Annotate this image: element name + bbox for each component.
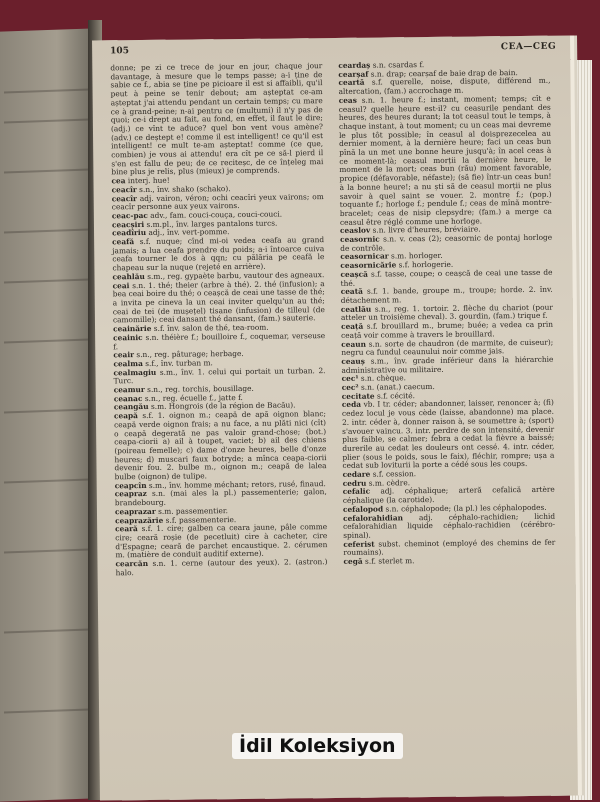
dictionary-entry bbox=[342, 399, 555, 471]
headword: ceadîriu bbox=[112, 228, 147, 238]
headword: ceapă bbox=[113, 411, 138, 421]
headword: ceafă bbox=[112, 237, 135, 247]
definition-text: s.n., înv. shako (schako). bbox=[136, 183, 231, 194]
definition-text: s.n., reg. 1. tortoir. 2. flèche du chariot (pour atteler un troisième cheval). 3. gourdin, (fam.) trique f. bbox=[340, 302, 553, 323]
definition-text: s.m. cèdre. bbox=[366, 477, 411, 488]
page-header bbox=[110, 42, 556, 61]
definition-text: interj. hue! bbox=[125, 175, 170, 186]
definition-text: s.f. passementerie. bbox=[163, 514, 237, 525]
left-column bbox=[110, 62, 327, 578]
definition-text: s.f. cession. bbox=[370, 469, 417, 479]
definition-text: s.n., reg. pâturage; herbage. bbox=[133, 349, 244, 360]
headword: ceară bbox=[115, 524, 138, 534]
headword: cealma bbox=[113, 358, 143, 369]
headword: cealmagiu bbox=[113, 367, 157, 377]
dictionary-entry bbox=[112, 236, 324, 273]
headword: ceferist bbox=[343, 539, 375, 549]
definition-text: s.f. tasse, coupe; o ceașcă de ceai une tasse de thé. bbox=[340, 267, 553, 288]
headword: ceartă bbox=[338, 78, 365, 88]
headword: cec² bbox=[341, 382, 359, 392]
left-book-page bbox=[0, 28, 95, 801]
dictionary-entry bbox=[343, 538, 555, 558]
definition-text: s.f. nuque; cînd mi-oi vedea ceafa au grand jamais; a lua ceafa prendre du poids; a-i întoarce cuiva ceafa tourner le dos à qqn; cu pălăria pe ceafă le chapeau sur la nuque (rejeté en arrière). bbox=[112, 235, 325, 273]
headword: ceasornicar bbox=[340, 251, 389, 262]
headword: cedru bbox=[342, 478, 367, 488]
dictionary-page bbox=[92, 36, 578, 801]
headword: ceacîr bbox=[111, 193, 137, 203]
headword: ceapraz bbox=[114, 489, 147, 499]
headword: ceacșiri bbox=[111, 219, 145, 229]
definition-text: s.n. csardas f. bbox=[370, 60, 425, 70]
definition-text: s.f. 1. bande, groupe m., troupe; horde. 2. înv. détachement m. bbox=[340, 284, 553, 305]
dictionary-entry bbox=[340, 234, 552, 254]
definition-text: s.f. 1. cire; galben ca ceara jaune, pâle comme cire; ceară roșie (de pecetluit) cire à cacheter, cire d'Espagne; ceară de parchet encaustique. 2. cérumen m. (matière de conduit auditif externe). bbox=[115, 522, 328, 560]
definition-text: s.m. Hongrois (de la région de Bacău). bbox=[148, 400, 296, 412]
headword: ceai bbox=[112, 280, 130, 290]
definition-text: s.n. chèque. bbox=[358, 373, 407, 384]
definition-text: s.m.pl., înv. larges pantalons turcs. bbox=[144, 218, 278, 229]
dictionary-entry bbox=[343, 556, 555, 567]
definition-text: s.n., reg. écuelle f., jatte f. bbox=[142, 392, 243, 403]
right-column bbox=[338, 60, 555, 567]
definition-text: adj. céphalique; arteră cefalică artère céphalique (la carotide). bbox=[342, 485, 555, 506]
headword: ceapcîn bbox=[114, 480, 147, 491]
definition-text: s.n. (anat.) caecum. bbox=[358, 381, 435, 392]
headword: ceață bbox=[340, 321, 364, 332]
headword: ceas bbox=[338, 95, 357, 105]
definition-text: donne; pe zi ce trece de jour en jour, chaque jour davantage, à mesure que le temps passe; a-i ține de sabie ce f., abia se ține pe picioare il est si affaibli, qu'il peut à peine se tenir debout; am așteptat ce-am așteptat j'ai attendu pendant un certain temps; cu mare ce à grand-peine; n-ai pentru ce (mulțumi) il n'y pas de quoi; ce-i drept au fait, au fond, en effet, il faut le dire; (adj.) ce vînt te aduce? quel bon vent vous amène? (adv.) ce deștept e! comme il est intelligent! ce qu'il est intelligent! ce mult te-am așteptat! comme (ce que, combien) je vous ai attendu! era cît pe ce să-l pierd il s'en est fallu de peu; de ce reciteșc, de ce înțeleg mai bine plus je relis, plus (mieux) je comprends. bbox=[110, 61, 324, 177]
headword: ceda bbox=[341, 400, 362, 410]
definition-text: adj. céphalo-rachidien; lichid cefalorahidian liquide céphalo-rachidien (cérébro-spinal). bbox=[343, 511, 556, 540]
definition-text: s.m., reg. gypaète barbu, vautour des agneaux. bbox=[144, 269, 325, 281]
headword: ceacîr bbox=[111, 184, 137, 195]
headword: ceaun bbox=[341, 339, 367, 349]
definition-text: vb. I tr. céder; abandonner, laisser, renoncer à; (fi) cedez locul je vous cède (laisse, abandonne) ma place. 2. intr. céder à, donner raison à, se soumettre à; (sport) s'avouer vaincu. 3. intr. perdre de son intensité, devenir plus faible, se calmer; febra a cedat la fièvre a baissé; durerile au cedat les douleurs ont cessé. 4. intr. céder, plier (sous le poids, sous le faix), fléchir, rompre; ușa a cedat sub loviturii la porte a cédé sous les coups. bbox=[341, 398, 555, 471]
headword: ceair bbox=[113, 350, 135, 360]
dictionary-entry bbox=[115, 558, 327, 578]
dictionary-entry bbox=[343, 512, 555, 540]
definition-text: s.n. 1. heure f.; instant, moment; temps; cît e ceasul? quelle heure est-il? cu ceasurile pendant des heures, des heures durant; la tot ceasul tout le temps, à chaque instant, à tout moment; cu un ceas mai devreme le plus tôt possible; în ceasul al doisprezecelea au dernier moment, à la dernière heure; faci un ceas bun pînă la un met une bonne heure jusqu'à; în acel ceas à ce moment-là; ceasul morții la dernière heure, le moment de la mort; ceas bun (rău) moment favorable, propice (défavorable, néfaste); (să fie) într-un ceas bun! à la bonne heure!; a nu ști să de ceasul morții ne plus savoir à quel saint se vouer. 2. montre f.; (pop.) toquante f.; horloge f.; pendule f.; ceas de mînă montre-bracelet; ceas de nisip clepsydre; (fam.) a merge ca ceasul être réglé comme une horloge. bbox=[338, 93, 552, 227]
definition-text: s.m. horloger. bbox=[388, 251, 443, 261]
headword: cearcăn bbox=[115, 559, 149, 569]
definition-text: subst. cheminot (employé des chemins de fer roumains). bbox=[343, 537, 556, 558]
definition-text: s.n. 1. cerne (autour des yeux). 2. (astron.) halo. bbox=[115, 557, 328, 578]
definition-text: s.f. cécité. bbox=[374, 390, 416, 401]
headword: ceasornicărie bbox=[340, 260, 397, 271]
dictionary-entry bbox=[341, 356, 553, 376]
headword: ceanac bbox=[113, 393, 143, 404]
headword: cearșaf bbox=[338, 69, 369, 79]
headword: cedare bbox=[342, 469, 371, 479]
headword: ceac-pac bbox=[111, 210, 148, 221]
headword: ceamur bbox=[113, 385, 145, 395]
definition-text: adj. vairon, véron; ochi ceacîri yeux vairons; om ceacîr personne aux yeux vairons. bbox=[111, 191, 324, 212]
headword: ceată bbox=[340, 286, 363, 297]
definition-text: s.m., înv. homme méchant; retors, rusé, finaud. bbox=[146, 478, 326, 490]
headword: ceainărie bbox=[113, 324, 152, 334]
headword: ceaslov bbox=[339, 225, 371, 236]
definition-text: s.f. querelle, noise, dispute, différend m., altercation, (fam.) accrochage m. bbox=[338, 76, 551, 97]
running-head: CEA—CEG bbox=[500, 41, 557, 53]
definition-text: adv., fam. couci-couça, couci-couci. bbox=[147, 209, 283, 220]
definition-text: s.n. sorte de chaudron (de marmite, de cuiseur); negru ca fundul ceaunului noir comme jais. bbox=[341, 337, 554, 358]
headword: cec¹ bbox=[341, 374, 359, 384]
definition-text: s.f., înv. turban m. bbox=[142, 358, 213, 368]
definition-text: s.n. livre d'heures, bréviaire. bbox=[370, 224, 481, 235]
dictionary-entry bbox=[110, 62, 323, 177]
headword: cefalic bbox=[342, 487, 371, 497]
headword: cegă bbox=[343, 556, 363, 566]
headword: ceardaș bbox=[338, 60, 371, 70]
headword: ceainic bbox=[113, 332, 143, 343]
headword: ceahlău bbox=[112, 271, 145, 282]
definition-text: s.n. céphalopode; (la pl.) les céphalopodes. bbox=[383, 502, 547, 514]
definition-text: s.f. horlogerie. bbox=[396, 259, 454, 270]
definition-text: s.m. passementier. bbox=[155, 505, 228, 516]
dictionary-entry bbox=[114, 410, 327, 482]
definition-text: s.n. 1. thé; theier (arbre à thé). 2. thé (infusion); a bea ceai boire du thé; o ceașcă de ceai une tasse de thé; a invita pe cineva la un ceai inviter quelqu'un au thé; ceai de tei (de mușețel) tisane (infusion) de tilleul (de camomille); ceai dansant thé dansant, (fam.) sauterie. bbox=[112, 278, 325, 325]
headword: ceașcă bbox=[340, 269, 368, 279]
page-number: 105 bbox=[110, 46, 129, 57]
definition-text: s.n. (mai ales la pl.) passementerie; galon, brandebourg. bbox=[114, 487, 327, 508]
watermark-label: İdil Koleksiyon bbox=[232, 733, 403, 759]
headword: cecitate bbox=[341, 391, 375, 401]
definition-text: s.f. 1. oignon m.; ceapă de apă oignon blanc; ceapă verde oignon frais; a nu face, a nu plăti nici (cît) o ceapă degerată ne pas valoir grand-chose; (bot.) ceapa-ciorii a) ail à toupet, vaciet; b) ail des chiens (poireau femelle); c) dame d'onze heures, belle d'onze heures; d) muscari faux botryde; a mînca ceapa-ciorii devenir fou. 2. bulbe m., oignon m.; ceapă de lalea bulbe (oignon) de tulipe. bbox=[114, 409, 327, 482]
dictionary-entry bbox=[113, 280, 325, 326]
headword: ceatlău bbox=[340, 304, 372, 314]
headword: ceaprazar bbox=[114, 506, 156, 517]
headword: ceaprazărie bbox=[115, 515, 164, 525]
headword: ceangău bbox=[113, 402, 149, 412]
headword: cea bbox=[111, 176, 126, 186]
headword: cefalorahidian bbox=[343, 512, 404, 523]
definition-text: s.n., reg. torchis, bousillage. bbox=[144, 383, 254, 395]
dictionary-entry bbox=[339, 95, 552, 228]
headword: cefalopod bbox=[342, 504, 384, 514]
definition-text: s.f. sterlet m. bbox=[362, 556, 415, 566]
definition-text: s.f. brouillard m., brume; buée; a vedea ca prin ceață voir comme à travers le brouillard. bbox=[341, 319, 554, 340]
definition-text: s.f. înv. salon de thé, tea-room. bbox=[151, 322, 269, 334]
headword: ceasornic bbox=[340, 234, 380, 244]
definition-text: s.m., înv. 1. celui qui portait un turban. 2. Turc. bbox=[113, 365, 326, 386]
dictionary-entry bbox=[115, 523, 327, 560]
definition-text: s.n. drap; cearșaf de baie drap de bain. bbox=[368, 67, 518, 79]
headword: ceauș bbox=[341, 356, 365, 366]
definition-text: s.n. v. ceas (2); ceasornic de pontaj horloge de contrôle. bbox=[340, 232, 553, 253]
definition-text: s.m., înv. grade inférieur dans la hiérarchie administrative ou militaire. bbox=[341, 354, 554, 375]
definition-text: adj., înv. vert-pomme. bbox=[146, 227, 230, 238]
definition-text: s.n. théière f.; bouilloire f., coquemar, verseuse f. bbox=[113, 330, 326, 351]
